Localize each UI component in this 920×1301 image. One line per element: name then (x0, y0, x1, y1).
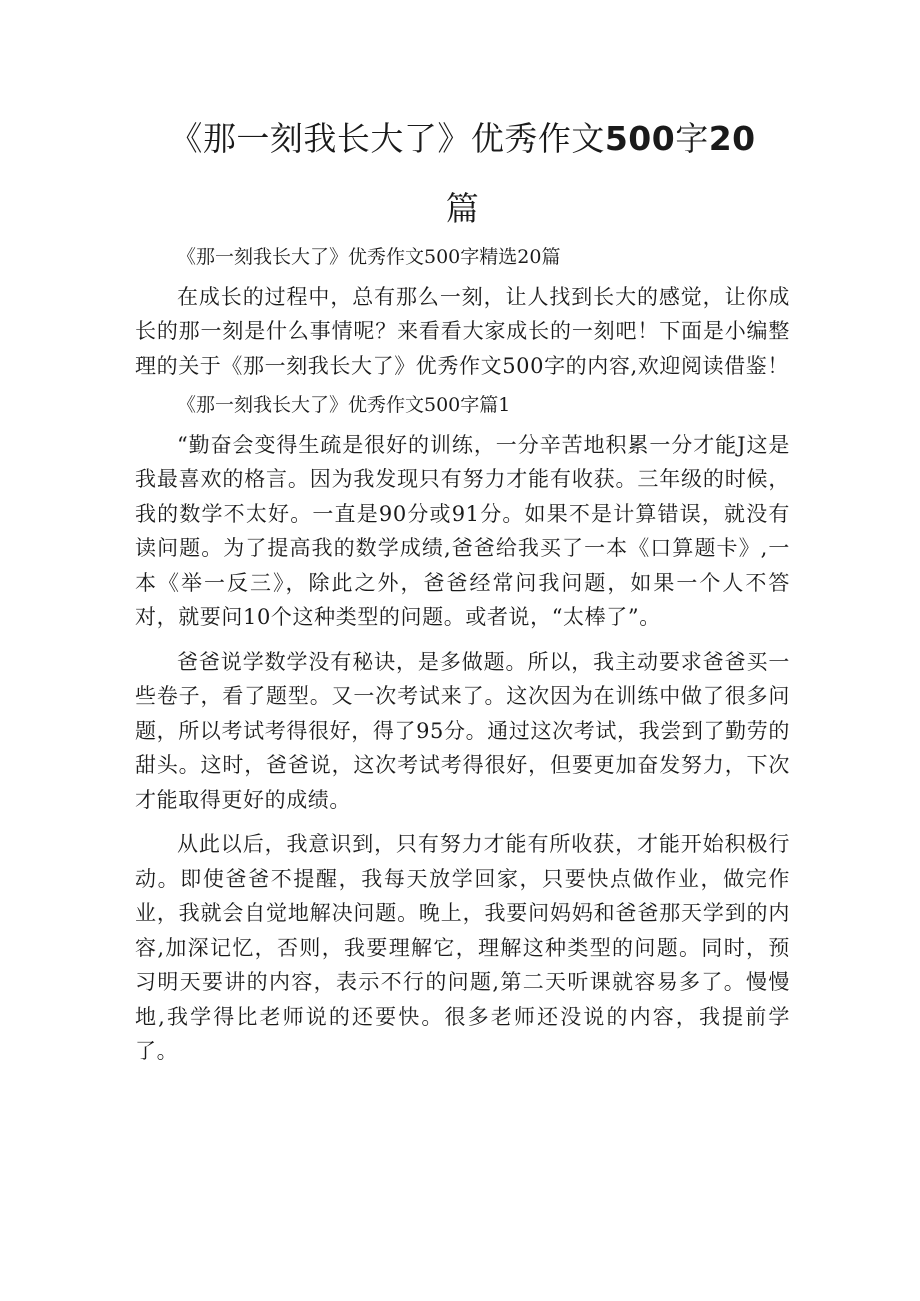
title-article-count: 20 (708, 119, 756, 158)
body-paragraph: 从此以后，我意识到，只有努力才能有所收获，才能开始积极行动。即使爸爸不提醒，我每天放学回家，只要快点做作业，做完作业，我就会自觉地解决问题。晚上，我要问妈妈和爸爸那天学到的内容,加深记忆，否则，我要理解它，理解这种类型的问题。同时，预习明天要讲的内容，表示不行的问题,第二天听课就容易多了。慢慢地,我学得比老师说的还要快。很多老师还没说的内容，我提前学了。 (135, 832, 790, 1063)
section-heading: 《那一刻我长大了》优秀作文500字篇1 (177, 394, 511, 416)
title-word-count: 500 (604, 119, 676, 158)
title-text-mid: 字 (675, 119, 709, 158)
body-paragraph: “勤奋会变得生疏是很好的训练，一分辛苦地积累一分才能J这是我最喜欢的格言。因为我发现只有努力才能有收获。三年级的时候，我的数学不太好。一直是90分或91分。如果不是计算错误，就没有读问题。为了提高我的数学成绩,爸爸给我买了一本《口算题卡》,一本《举一反三》，除此之外，爸爸经常问我问题，如果一个人不答对，就要问10个这种类型的问题。或者说，“太棒了”。 (135, 432, 790, 629)
title-text-prefix: 《那一刻我长大了》优秀作文 (169, 119, 605, 158)
document-title (135, 104, 790, 244)
document-subtitle: 《那一刻我长大了》优秀作文500字精选20篇 (177, 246, 561, 268)
intro-paragraph: 在成长的过程中，总有那么一刻，让人找到长大的感觉，让你成长的那一刻是什么事情呢？来看看大家成长的一刻吧！下面是小编整理的关于《那一刻我长大了》优秀作文500字的内容,欢迎阅读借鉴！ (135, 284, 790, 378)
title-text-suffix: 篇 (445, 189, 480, 228)
body-paragraph: 爸爸说学数学没有秘诀，是多做题。所以，我主动要求爸爸买一些卷子，看了题型。又一次考试来了。这次因为在训练中做了很多问题，所以考试考得很好，得了95分。通过这次考试，我尝到了勤劳的甜头。这时，爸爸说，这次考试考得很好，但要更加奋发努力，下次才能取得更好的成绩。 (135, 649, 790, 812)
document-body (135, 240, 790, 1069)
